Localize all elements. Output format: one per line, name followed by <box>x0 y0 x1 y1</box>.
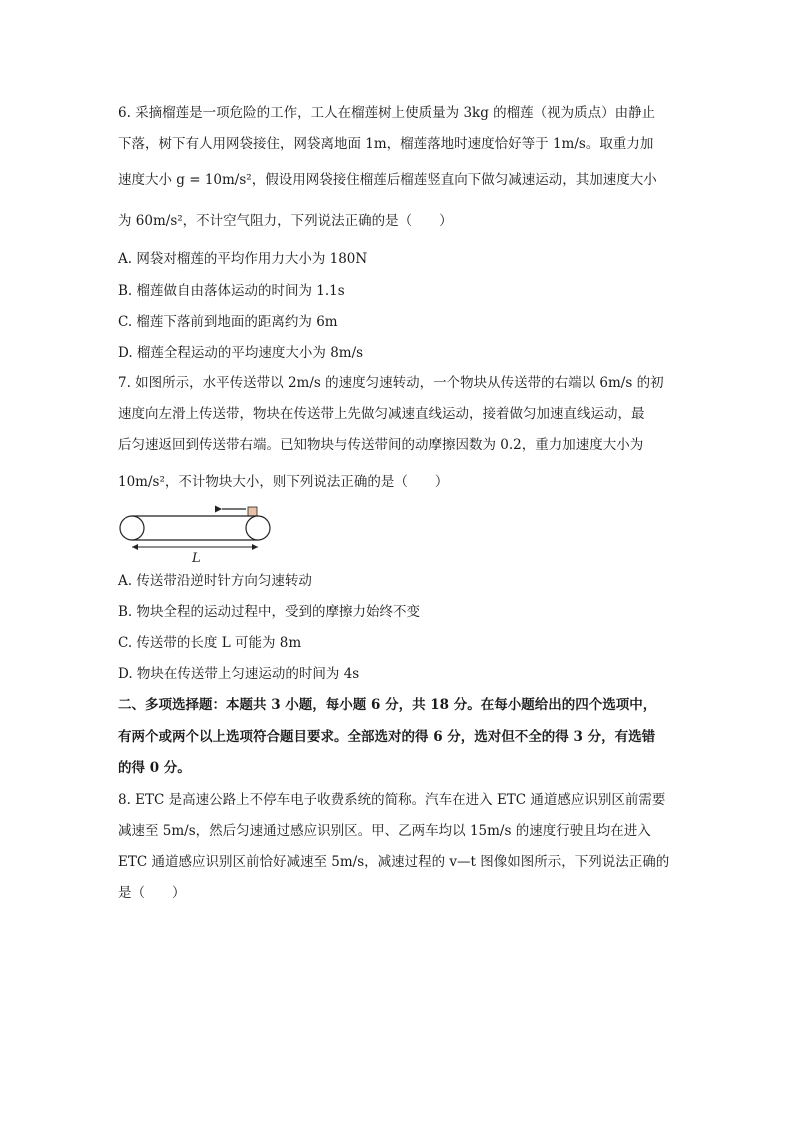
q7-line-4: 10m/s²，不计物块大小，则下列说法正确的是（ ） <box>118 474 449 490</box>
q7-option-a: A. 传送带沿逆时针方向匀速转动 <box>118 573 312 589</box>
q8-line-2: 减速至 5m/s，然后匀速通过感应识别区。甲、乙两车均以 15m/s 的速度行驶且均在进入 <box>118 823 651 839</box>
q6-option-b: B. 榴莲做自由落体运动的时间为 1.1s <box>118 283 345 299</box>
q6-option-a: A. 网袋对榴莲的平均作用力大小为 180N <box>118 251 368 267</box>
conveyor-belt-diagram <box>118 500 278 570</box>
q8-line-3: ETC 通道感应识别区前恰好减速至 5m/s，减速过程的 v—t 图像如图所示，下列说法正确的 <box>118 854 670 870</box>
q8-line-4: 是（ ） <box>118 885 186 901</box>
q6-option-d: D. 榴莲全程运动的平均速度大小为 8m/s <box>118 345 364 361</box>
q7-line-3: 后匀速返回到传送带右端。已知物块与传送带间的动摩擦因数为 0.2，重力加速度大小为 <box>118 437 644 453</box>
q8-line-1: 8. ETC 是高速公路上不停车电子收费系统的简称。汽车在进入 ETC 通道感应识别区前需要 <box>118 792 666 808</box>
length-label: L <box>192 551 201 566</box>
section2-line-1: 二、多项选择题：本题共 3 小题，每小题 6 分，共 18 分。在每小题给出的四个选项中， <box>118 697 657 713</box>
q7-option-c: C. 传送带的长度 L 可能为 8m <box>118 635 302 651</box>
q6-line-3: 速度大小 g = 10m/s²，假设用网袋接住榴莲后榴莲竖直向下做匀减速运动，其加速度大小 <box>118 172 657 188</box>
q7-line-2: 速度向左滑上传送带，物块在传送带上先做匀减速直线运动，接着做匀加速直线运动，最 <box>118 406 645 422</box>
q6-option-c: C. 榴莲下落前到地面的距离约为 6m <box>118 314 338 330</box>
q6-line-2: 下落，树下有人用网袋接住，网袋离地面 1m，榴莲落地时速度恰好等于 1m/s。取重力加 <box>118 136 654 152</box>
section2-line-3: 的得 0 分。 <box>118 760 191 776</box>
q6-line-4: 为 60m/s²，不计空气阻力，下列说法正确的是（ ） <box>118 213 453 229</box>
q7-line-1: 7. 如图所示，水平传送带以 2m/s 的速度匀速转动，一个物块从传送带的右端以 6m/s 的初 <box>118 375 664 391</box>
q7-option-d: D. 物块在传送带上匀速运动的时间为 4s <box>118 666 360 682</box>
left-roller-icon <box>120 516 144 540</box>
right-roller-icon <box>246 516 270 540</box>
q6-line-1: 6. 采摘榴莲是一项危险的工作，工人在榴莲树上使质量为 3kg 的榴莲（视为质点）由静止 <box>118 105 656 121</box>
block-icon <box>248 507 257 516</box>
section2-line-2: 有两个或两个以上选项符合题目要求。全部选对的得 6 分，选对但不全的得 3 分，有选错 <box>118 729 656 745</box>
q7-option-b: B. 物块全程的运动过程中，受到的摩擦力始终不变 <box>118 604 421 620</box>
